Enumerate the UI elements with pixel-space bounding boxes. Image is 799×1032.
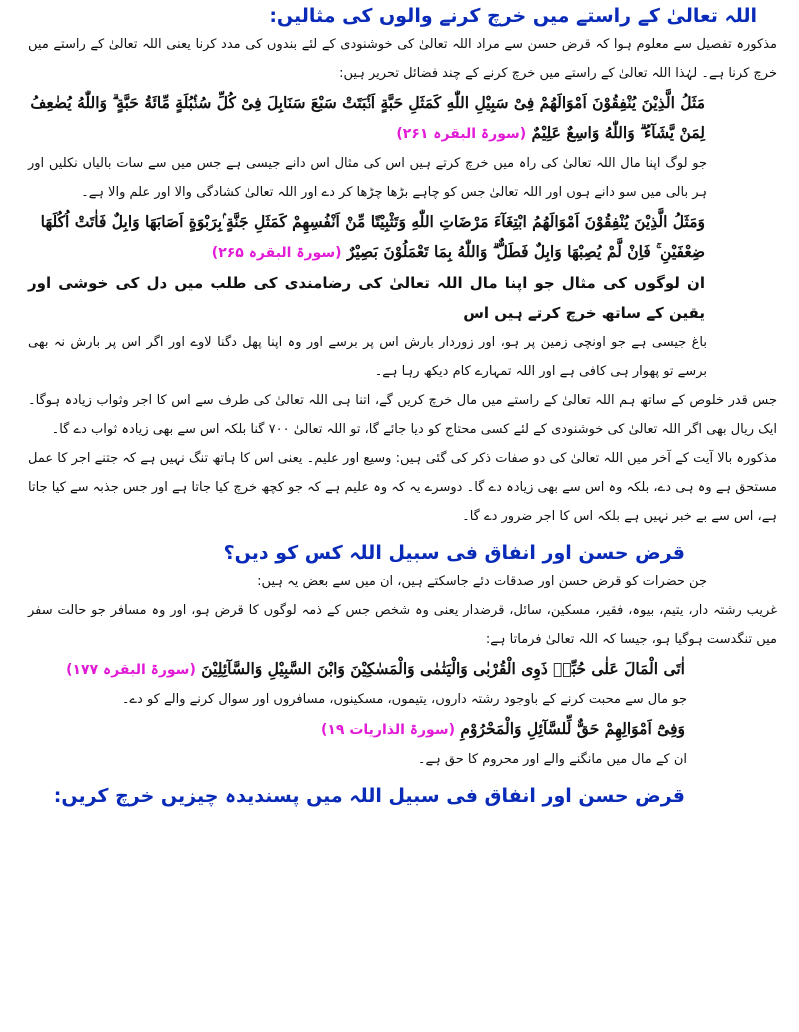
verse-baqarah-177	[28, 654, 777, 685]
recipients-intro: جن حضرات کو قرض حسن اور صدقات دئے جاسکتے ہیں، ان میں سے بعض یہ ہیں:	[257, 574, 707, 589]
verse-reference: (سورۃ البقرہ ۲۶۵)	[211, 245, 342, 261]
verse-reference: (سورۃ البقرہ ۲۶۱)	[396, 126, 527, 142]
recipients-list: غریب رشتہ دار، یتیم، بیوہ، فقیر، مسکین، سائل، قرضدار یعنی وہ شخص جس کے ذمہ لوگوں کا قرض ہو، اور وہ مسافر جو حالت سفر میں تنگدست ہوگیا ہو، جیسا کہ اللہ تعالیٰ فرماتا ہے:	[28, 603, 777, 647]
verse-text: مَثَلُ الَّذِيْنَ يُنْفِقُوْنَ اَمْوَالَهُمْ فِىْ سَبِيْلِ اللّٰهِ كَمَثَلِ حَبَّةٍ اَنْۢبَتَتْ سَبْعَ سَنَابِلَ فِىْ كُلِّ سُنْۢبُلَةٍ مِّائَةُ حَبَّةٍ ۗ وَاللّٰهُ يُضٰعِفُ لِمَنْ يَّشَآءُ ۗ وَاللّٰهُ وَاسِعٌ عَلِيْمٌ	[30, 93, 705, 142]
heading-examples-of-spending: اللہ تعالیٰ کے راستے میں خرچ کرنے والوں کی مثالیں:	[269, 5, 757, 27]
verse-reference: (سورۃ البقرہ ۱۷۷)	[66, 662, 196, 678]
heading-spend-favorite-things: قرض حسن اور انفاق فی سبیل اللہ میں پسندیدہ چیزیں خرچ کریں:	[53, 785, 685, 807]
translation-bold-line: ان لوگوں کی مثال جو اپنا مال اللہ تعالیٰ کی رضامندی کی طلب میں دل کی خوشی اور یقین کے ساتھ خرچ کرتے ہیں اس	[28, 274, 705, 322]
verse-text: وَمَثَلُ الَّذِيْنَ يُنْفِقُوْنَ اَمْوَالَهُمُ ابْتِغَآءَ مَرْضَاتِ اللّٰهِ وَتَثْبِيْتًا مِّنْ اَنْفُسِهِمْ كَمَثَلِ جَنَّةٍ ۢبِرَبْوَةٍ اَصَابَهَا وَابِلٌ فَاٰتَتْ اُكُلَهَا ضِعْفَيْنِ ۚ فَاِنْ لَّمْ يُصِبْهَا وَابِلٌ فَطَلٌّ ۗ وَاللّٰهُ بِمَا تَعْمَلُوْنَ بَصِيْرٌ	[40, 212, 705, 261]
verse-baqarah-261	[28, 88, 777, 149]
translation-paragraph: باغ جیسی ہے جو اونچی زمین پر ہو، اور زوردار بارش اس پر برسے اور وہ اپنا پھل دگنا لاوے اور اگر اس پر بارش نہ بھی برسے تو پھوار ہی کافی ہے اور اللہ تمہارے کام دیکھ رہا ہے۔	[28, 335, 707, 379]
verse-text: وَفِىْٓ اَمْوَالِهِمْ حَقٌّ لِّلسَّآئِلِ وَالْمَحْرُوْمِ	[460, 719, 685, 738]
intro-paragraph: مذکورہ تفصیل سے معلوم ہوا کہ قرض حسن سے مراد اللہ تعالیٰ کی خوشنودی کے لئے بندوں کی مدد کرنا یعنی اللہ تعالیٰ کے راستے میں خرچ کرنا ہے۔ لہٰذا اللہ تعالیٰ کے راستے میں خرچ کرنے کے چند فضائل تحریر ہیں:	[28, 37, 777, 81]
verse-text: اٰتَى الْمَالَ عَلٰى حُبِّهٖ ذَوِى الْقُرْبٰى وَالْيَتٰمٰى وَالْمَسٰكِيْنَ وَابْنَ السَّبِيْلِ وَالسَّآئِلِيْنَ	[201, 659, 685, 678]
verse-reference: (سورۃ الذاریات ۱۹)	[320, 722, 455, 738]
verse-baqarah-265	[28, 207, 777, 268]
translation-paragraph: جو لوگ اپنا مال اللہ تعالیٰ کی راہ میں خرچ کرتے ہیں اس کی مثال اس دانے جیسی ہے جس میں سے سات بالیاں نکلیں اور ہر بالی میں سو دانے ہوں اور اللہ تعالیٰ جس کو چاہے بڑھا چڑھا کر دے اور اللہ تعالیٰ کشادگی والا اور علم والا ہے۔	[28, 156, 707, 200]
translation-paragraph: ان کے مال میں مانگنے والے اور محروم کا حق ہے۔	[417, 752, 687, 767]
translation-paragraph: جو مال سے محبت کرنے کے باوجود رشتہ داروں، یتیموں، مسکینوں، مسافروں اور سوال کرنے والے کو دے۔	[121, 692, 687, 707]
sincerity-paragraph: جس قدر خلوص کے ساتھ ہم اللہ تعالیٰ کے راستے میں مال خرچ کریں گے، اتنا ہی اللہ تعالیٰ کی طرف سے اس کا اجر وثواب زیادہ ہوگا۔ ایک ریال بھی اگر اللہ تعالیٰ کی خوشنودی کے لئے کسی محتاج کو دیا جائے گا، تو اللہ تعالیٰ ۷۰۰ گنا بلکہ اس سے بھی زیادہ ثواب دے گا۔	[28, 393, 777, 437]
attributes-paragraph: مذکورہ بالا آیت کے آخر میں اللہ تعالیٰ کی دو صفات ذکر کی گئی ہیں: وسیع اور علیم۔ یعنی اس کا ہاتھ تنگ نہیں ہے کہ جتنے اجر کا عمل مستحق ہے وہ ہی دے، بلکہ وہ اس سے بھی زیادہ دے گا۔ دوسرے یہ کہ وہ علیم ہے کہ جو کچھ خرچ کیا جاتا ہے اور جس جذبہ سے کیا جاتا ہے، اس سے بے خبر نہیں ہے بلکہ اس کا اجر ضرور دے گا۔	[28, 451, 777, 524]
heading-who-to-give: قرض حسن اور انفاق فی سبیل اللہ کس کو دیں؟	[223, 542, 685, 564]
verse-dhariyat-19	[28, 714, 777, 745]
